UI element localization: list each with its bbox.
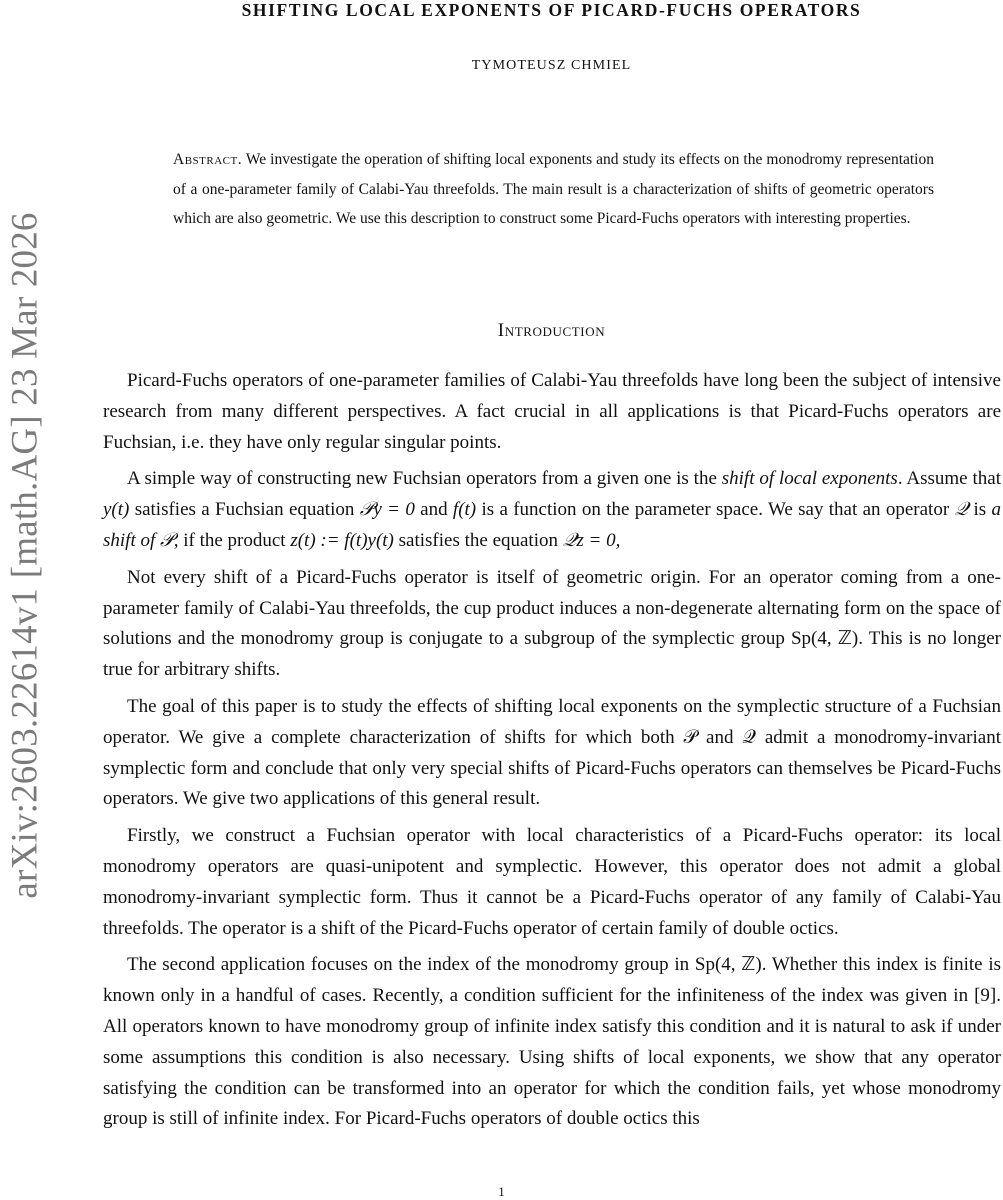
- p2-text: if the product: [178, 529, 291, 551]
- paragraph-5: Firstly, we construct a Fuchsian operator with local characteristics of a Picard-Fuchs operator: its local monodromy operators are quasi-unipotent and symplectic. However, this operator does not admit a global monodromy-invariant symplectic form. Thus it cannot be a Picard-Fuchs operator of any family of Calabi-Yau threefolds. The operator is a shift of the Picard-Fuchs operator of certain family of double octics.: [103, 825, 1001, 939]
- body-text: [103, 366, 1001, 1141]
- arxiv-identifier: arXiv:2603.22614v1 [math.AG] 23 Mar 2026: [4, 211, 46, 899]
- p2-emph-shift-of-p: a shift of 𝒫,: [103, 499, 1001, 551]
- section-heading-introduction: Introduction: [497, 320, 606, 341]
- p2-math-yt: y(t): [103, 499, 130, 521]
- p2-text: . Assume that: [897, 468, 1001, 490]
- p2-math-q: 𝒬: [954, 499, 969, 521]
- p2-text: is: [968, 499, 992, 521]
- paragraph-3: Not every shift of a Picard-Fuchs operator is itself of geometric origin. For an operator coming from a one-parameter family of Calabi-Yau threefolds, the cup product induces a non-degenerate alternating form on the space of solutions and the monodromy group is conjugate to a subgroup of the symplectic group Sp(4, ℤ). This is no longer true for arbitrary shifts.: [103, 566, 1001, 681]
- paragraph-1: Picard-Fuchs operators of one-parameter families of Calabi-Yau threefolds have long been the subject of intensive research from many different perspectives. A fact crucial in all applications is that Picard-Fuchs operators are Fuchsian, i.e. they have only regular singular points.: [103, 370, 1001, 453]
- p2-text: satisfies the equation: [393, 529, 563, 551]
- p2-math-ft: f(t): [452, 499, 477, 521]
- paper-author: TYMOTEUSZ CHMIEL: [471, 58, 632, 73]
- paragraph-4: The goal of this paper is to study the effects of shifting local exponents on the symplectic structure of a Fuchsian operator. We give a complete characterization of shifts for which both 𝒫 and 𝒬 admit a monodromy-invariant symplectic form and conclude that only very special shifts of Picard-Fuchs operators can themselves be Picard-Fuchs operators. We give two applications of this general result.: [103, 695, 1001, 810]
- p2-text: A simple way of constructing new Fuchsian operators from a given one is the: [127, 468, 722, 490]
- p2-math-py: 𝒫y = 0: [359, 499, 415, 521]
- p2-math-qz: 𝒬z = 0,: [562, 529, 621, 551]
- paragraph-6: The second application focuses on the index of the monodromy group in Sp(4, ℤ). Whether this index is finite is known only in a handful of cases. Recently, a condition sufficient for the infiniteness of the index was given in [9]. All operators known to have monodromy group of infinite index satisfy this condition and it is natural to ask if under some assumptions this condition is also necessary. Using shifts of local exponents, we show that any operator satisfying the condition can be transformed into an operator for which the condition fails, yet whose monodromy group is still of infinite index. For Picard-Fuchs operators of double octics this: [103, 954, 1001, 1130]
- page-number: 1: [498, 1184, 505, 1199]
- arxiv-sidebar-stamp: [2, 190, 48, 920]
- p2-math-zt: z(t) := f(t)y(t): [290, 529, 394, 551]
- p2-text: is a function on the parameter space. We say that an operator: [476, 499, 955, 521]
- paper-title: SHIFTING LOCAL EXPONENTS OF PICARD-FUCHS OPERATORS: [241, 0, 862, 20]
- p2-text: and: [414, 499, 453, 521]
- abstract-block: [173, 145, 934, 234]
- paragraph-2: [103, 464, 1001, 556]
- abstract-text: We investigate the operation of shifting local exponents and study its effects on the monodromy representation of a one-parameter family of Calabi-Yau threefolds. The main result is a characterization of shifts of geometric operators which are also geometric. We use this description to construct some Picard-Fuchs operators with interesting properties.: [173, 151, 934, 227]
- abstract-label: Abstract.: [173, 151, 243, 168]
- p2-text: satisfies a Fuchsian equation: [129, 499, 360, 521]
- p2-emph-shift: shift of local exponents: [721, 468, 898, 490]
